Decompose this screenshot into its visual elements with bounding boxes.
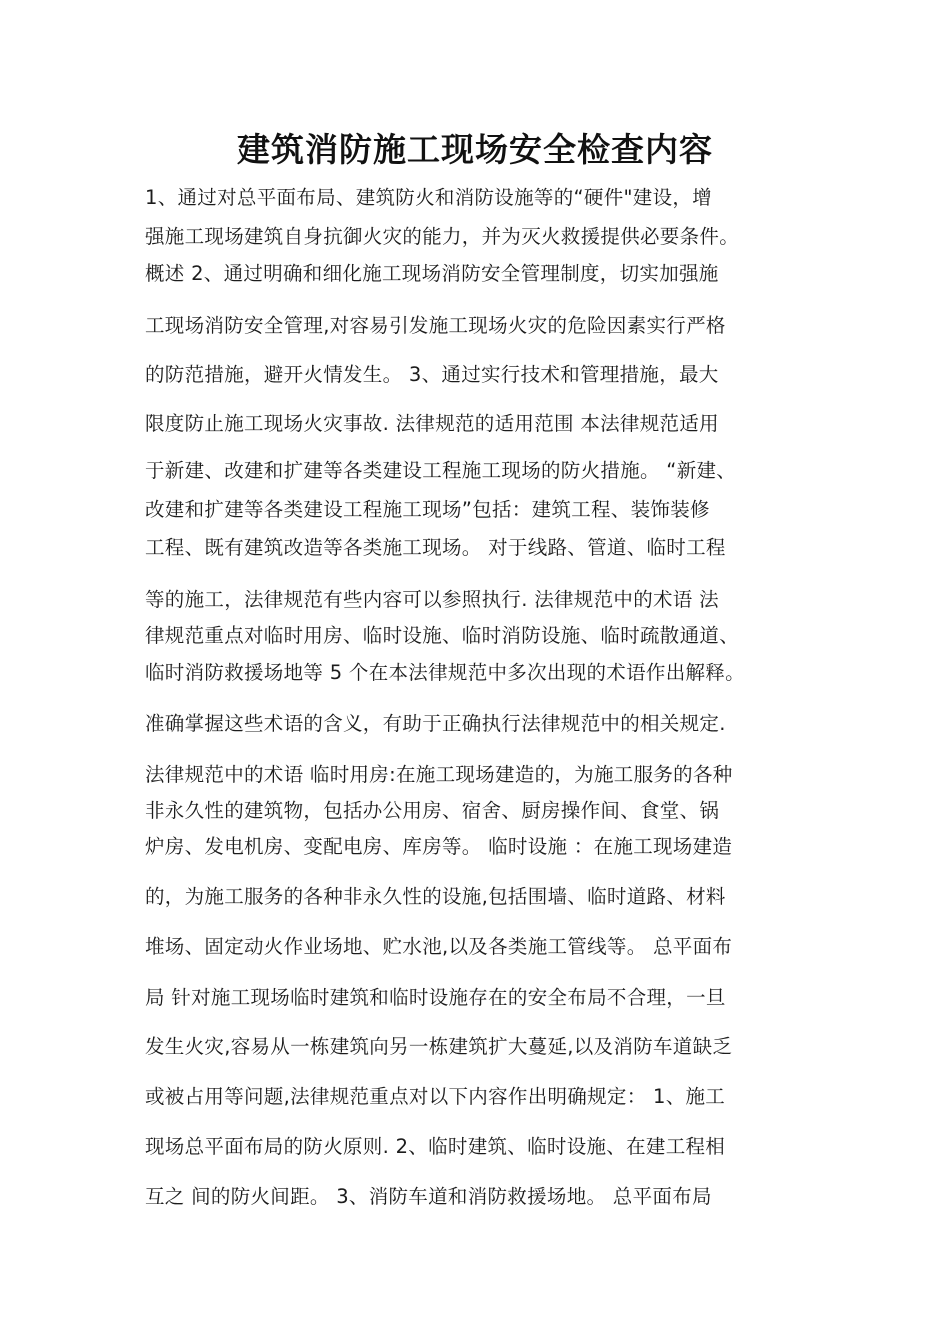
body-line-1: 1、通过对总平面布局、建筑防火和消防设施等的“硬件"建设，增 (145, 186, 712, 209)
body-line-20: 发生火灾,容易从一栋建筑向另一栋建筑扩大蔓延,以及消防车道缺乏 (145, 1035, 733, 1058)
body-line-18: 堆场、固定动火作业场地、贮水池,以及各类施工管线等。 总平面布 (145, 935, 733, 958)
body-line-3: 概述 2、通过明确和细化施工现场消防安全管理制度，切实加强施 (145, 262, 719, 285)
body-line-4: 工现场消防安全管理,对容易引发施工现场火灾的危险因素实行严格 (145, 314, 726, 337)
body-line-23: 互之 间的防火间距。 3、消防车道和消防救援场地。 总平面布局 (145, 1185, 712, 1208)
body-line-6: 限度防止施工现场火灾事故. 法律规范的适用范围 本法律规范适用 (145, 412, 719, 435)
body-line-22: 现场总平面布局的防火原则. 2、临时建筑、临时设施、在建工程相 (145, 1135, 726, 1158)
body-line-12: 临时消防救援场地等 5 个在本法律规范中多次出现的术语作出解释。 (145, 661, 745, 684)
body-line-21: 或被占用等问题,法律规范重点对以下内容作出明确规定： 1、施工 (145, 1085, 726, 1108)
body-line-7: 于新建、改建和扩建等各类建设工程施工现场的防火措施。 “新建、 (145, 459, 737, 482)
body-line-5: 的防范措施，避开火情发生。 3、通过实行技术和管理措施，最大 (145, 363, 719, 386)
body-line-2: 强施工现场建筑自身抗御火灾的能力，并为灭火救援提供必要条件。 (145, 225, 740, 248)
body-line-13: 准确掌握这些术语的含义，有助于正确执行法律规范中的相关规定. (145, 712, 726, 735)
body-line-19: 局 针对施工现场临时建筑和临时设施存在的安全布局不合理，一旦 (145, 986, 726, 1009)
body-line-15: 非永久性的建筑物，包括办公用房、宿舍、厨房操作间、食堂、锅 (145, 799, 720, 822)
body-line-9: 工程、既有建筑改造等各类施工现场。 对于线路、管道、临时工程 (145, 536, 726, 559)
body-line-10: 等的施工，法律规范有些内容可以参照执行. 法律规范中的术语 法 (145, 588, 719, 611)
document-title: 建筑消防施工现场安全检查内容 (237, 130, 713, 169)
body-line-17: 的，为施工服务的各种非永久性的设施,包括围墙、临时道路、材料 (145, 885, 726, 908)
body-line-11: 律规范重点对临时用房、临时设施、临时消防设施、临时疏散通道、 (145, 624, 740, 647)
body-line-14: 法律规范中的术语 临时用房:在施工现场建造的，为施工服务的各种 (145, 763, 733, 786)
body-line-16: 炉房、发电机房、变配电房、库房等。 临时设施 ：在施工现场建造 (145, 835, 733, 858)
body-line-8: 改建和扩建等各类建设工程施工现场”包括：建筑工程、装饰装修 (145, 498, 710, 521)
